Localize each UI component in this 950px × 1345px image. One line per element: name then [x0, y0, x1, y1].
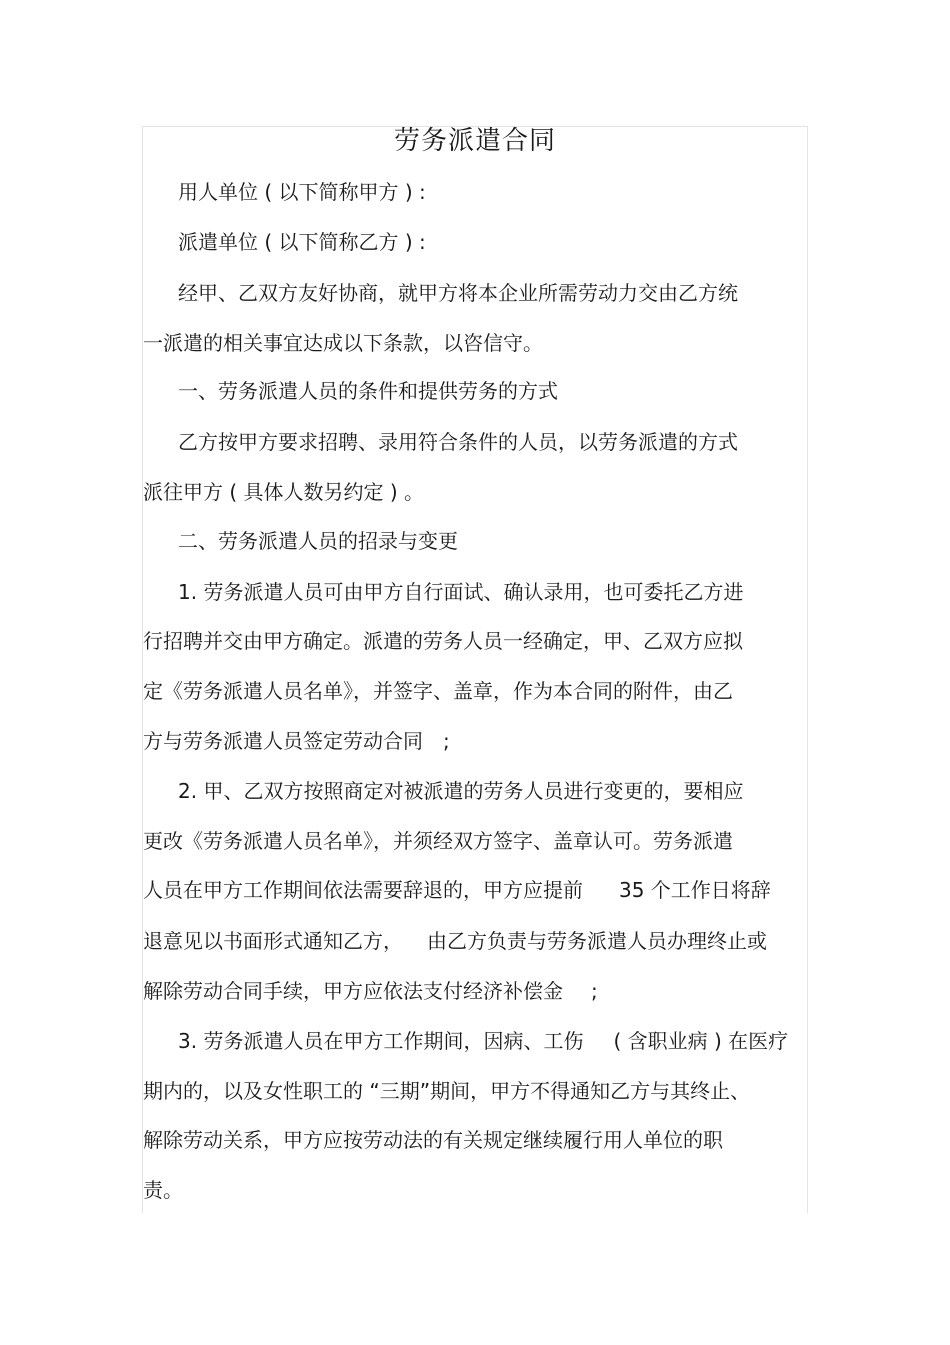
clause-1-line: 定《劳务派遣人员名单》，并签字、盖章，作为本合同的附件，由乙	[143, 679, 733, 703]
clause-2-text: 人员在甲方工作期间依法需要辞退的，甲方应提前	[143, 878, 583, 902]
clause-3-line: 责。	[143, 1178, 183, 1202]
clause-1-line: 1. 劳务派遣人员可由甲方自行面试、确认录用，也可委托乙方进	[178, 580, 744, 604]
party-a-line: 用人单位 ( 以下简称甲方 ) :	[178, 180, 426, 204]
clause-3-line	[178, 1029, 788, 1053]
clause-2-line: 2. 甲、乙双方按照商定对被派遣的劳务人员进行变更的，要相应	[178, 779, 744, 803]
clause-2-text: 解除劳动合同手续，甲方应依法支付经济补偿金	[143, 979, 563, 1003]
clause-3-text: ( 含职业病 ) 在医疗	[613, 1029, 789, 1053]
clause-2-punct: ;	[591, 979, 598, 1003]
clause-2-line	[143, 929, 767, 953]
clause-2-text: 由乙方负责与劳务派遣人员办理终止或	[427, 929, 767, 953]
clause-2-line	[143, 878, 771, 902]
section-2-heading: 二、劳务派遣人员的招录与变更	[178, 529, 458, 553]
preamble-line: 经甲、乙双方友好协商，就甲方将本企业所需劳动力交由乙方统	[178, 281, 738, 305]
clause-2-line	[143, 979, 598, 1003]
clause-1-punct: ;	[443, 729, 450, 753]
clause-2-text: 35 个工作日将辞	[619, 878, 771, 902]
clause-3-line: 解除劳动关系，甲方应按劳动法的有关规定继续履行用人单位的职	[143, 1128, 723, 1152]
section-1-heading: 一、劳务派遣人员的条件和提供劳务的方式	[178, 379, 558, 403]
clause-1-line	[143, 729, 450, 753]
document-title: 劳务派遣合同	[393, 126, 556, 156]
clause-2-text: 退意见以书面形式通知乙方，	[143, 929, 403, 953]
clause-1-text: 方与劳务派遣人员签定劳动合同	[143, 729, 423, 753]
clause-3-text: 3. 劳务派遣人员在甲方工作期间，因病、工伤	[178, 1029, 584, 1053]
section-1-line: 乙方按甲方要求招聘、录用符合条件的人员，以劳务派遣的方式	[178, 430, 738, 454]
section-1-line: 派往甲方 ( 具体人数另约定 ) 。	[143, 480, 425, 504]
clause-3-line: 期内的，以及女性职工的 “三期”期间，甲方不得通知乙方与其终止、	[143, 1079, 751, 1103]
clause-2-line: 更改《劳务派遣人员名单》，并须经双方签字、盖章认可。劳务派遣	[143, 829, 733, 853]
clause-1-line: 行招聘并交由甲方确定。派遣的劳务人员一经确定，甲、乙双方应拟	[143, 629, 743, 653]
party-b-line: 派遣单位 ( 以下简称乙方 ) :	[178, 230, 426, 254]
preamble-line: 一派遣的相关事宜达成以下条款，以咨信守。	[143, 331, 543, 355]
